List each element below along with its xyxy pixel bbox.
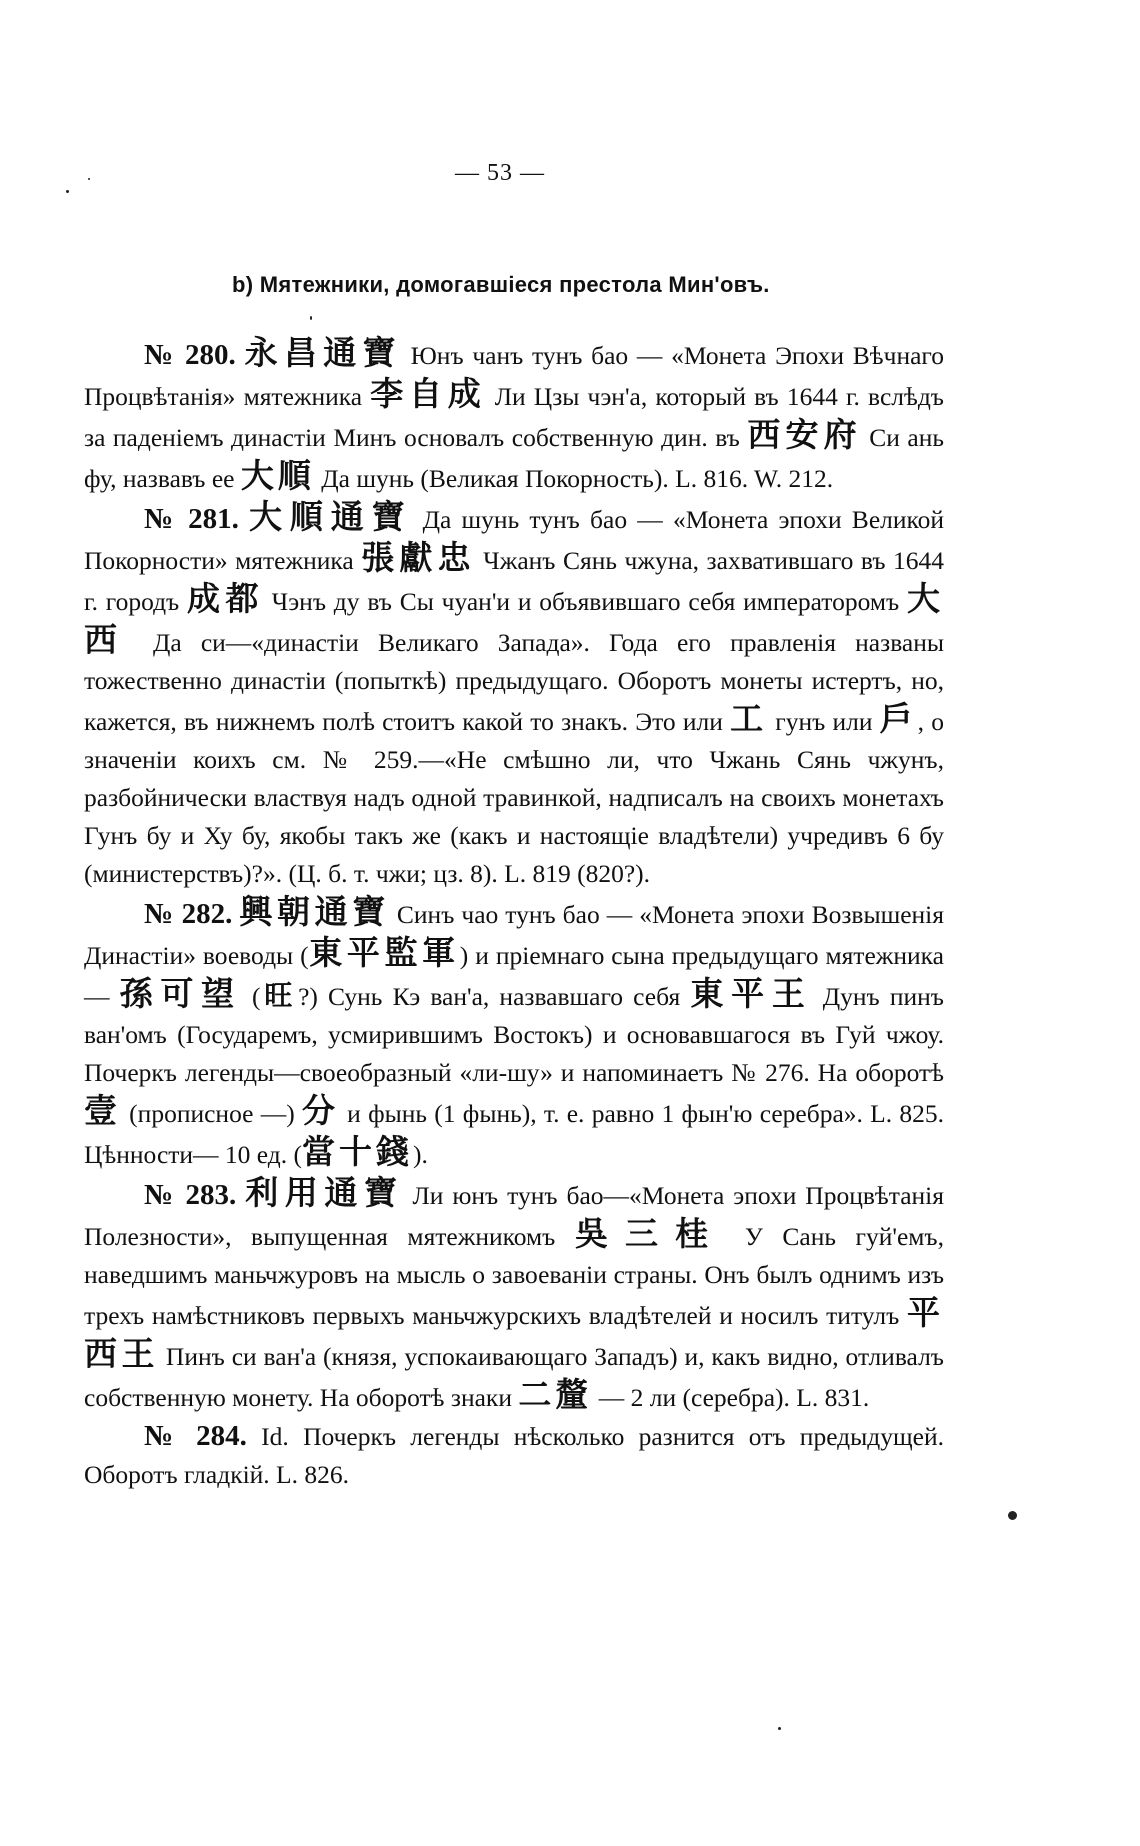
scan-speck [778,1727,781,1730]
entry-number: № 280. [144,339,236,371]
reverse-mark-chars: 壹 [84,1091,122,1130]
entry-text: ?) Сунь Кэ ван'а, назвавшаго себя [298,982,691,1011]
title-chars: 東平監軍 [308,933,460,972]
entry-text: (прописное —) [121,1099,302,1128]
city-name-chars: 西安府 [747,415,862,454]
entry-text: Дунъ пинъ ван'омъ (Государемъ, усмирившимъ Востокъ) и основавшагося въ Гуй чжоу. Почеркъ легенды—своеобразный «ли-шу» и напоминаетъ № 276. На оборотѣ [84,982,944,1087]
entry-284 [84,1417,944,1494]
entry-text: Ли юнъ тунъ бао—«Монета эпохи Процвѣтанія Полезности», выпущенная мятежникомъ [84,1181,944,1251]
entry-number: № 284. [144,1420,247,1452]
entry-text: Id. Почеркъ легенды нѣсколько разнится отъ предыдущей. Оборотъ гладкій. L. 826. [84,1422,944,1489]
entry-text: Чжанъ Сянь чжуна, захватившаго въ 1644 г. городъ [84,546,945,616]
coin-legend-chars: 利用通寶 [245,1173,404,1212]
entry-text: ( [241,982,261,1011]
dynasty-name-chars: 大西 [84,579,944,659]
page-number: — 53 — [455,160,545,186]
entry-text: Да шунь (Великая Покорность). L. 816. W. 212. [314,464,834,493]
value-chars: 當十錢 [302,1132,413,1171]
coin-legend-chars: 永昌通寶 [244,333,402,372]
rebel-name-chars: 張獻忠 [361,538,476,577]
entry-280 [84,334,944,498]
entry-text: Да шунь тунъ бао — «Монета эпохи Великой Покорности» мятежника [84,505,944,575]
dynasty-name-chars: 大順 [240,456,315,495]
entry-text: Да си—«династіи Великаго Запада». Года его правленія названы тожественно династіи (попыткѣ) предыдущаго. Оборотъ монеты истертъ, но, кажется, въ нижнемъ полѣ стоитъ какой то знакъ. Это или [84,628,945,736]
entry-text: Ли Цзы чэн'а, который въ 1644 г. вслѣдъ за паденіемъ династіи Минъ основалъ собственную дин. въ [84,382,944,452]
entry-text: ). [413,1140,428,1169]
reverse-mark-chars: 工 [730,699,769,738]
entry-282 [84,893,944,1174]
entry-text: Пинъ си ван'а (князя, успокаивающаго Западъ) и, какъ видно, отливалъ собственную монету. На оборотѣ знаки [84,1342,944,1412]
reverse-mark-chars: 二釐 [518,1375,593,1414]
scan-speck [1008,1511,1017,1520]
city-name-chars: 成都 [187,579,264,618]
entry-text: Си ань фу, назвавъ ее [84,423,945,493]
entry-text: гунъ или [768,707,880,736]
entry-text: Синъ чао тунъ бао — «Монета эпохи Возвышенія Династіи» воеводы ( [84,900,944,970]
rebel-name-chars: 吳三桂 [574,1214,726,1253]
rebel-name-chars: 李自成 [370,374,487,413]
coin-legend-chars: 大順通寶 [249,497,413,536]
entry-number: № 282. [144,898,233,930]
entry-text: — 2 ли (серебра). L. 831. [592,1383,870,1412]
entry-text: , о значеніи коихъ см. № 259.—«Не смѣшно ли, что Чжань Сянь чжунъ, разбойнически властвуя надъ одной травинкой, надписалъ на своихъ монетахъ Гунъ бу и Ху бу, якобы такъ же (какъ и настоящіе владѣтели) учредивъ 6 бу (министерствъ)?». (Ц. б. т. чжи; цз. 8). L. 819 (820?). [84,707,945,888]
scan-speck [88,178,90,180]
coin-legend-chars: 興朝通寶 [239,892,390,931]
entry-text: и фынь (1 фынь), т. е. равно 1 фын'ю серебра». L. 825. Цѣнности— 10 ед. ( [84,1099,945,1169]
entry-text: Чэнъ ду въ Сы чуан'и и объявившаго себя императоромъ [263,587,907,616]
entry-number: № 283. [144,1179,237,1211]
title-chars: 平西王 [84,1293,944,1373]
self-title-chars: 東平王 [690,974,813,1013]
page-body [84,334,944,1494]
reverse-mark-chars: 分 [301,1091,340,1130]
section-heading: b) Мятежники, домогавшіеся престола Мин'овъ. [232,272,770,297]
entry-283 [84,1174,944,1417]
variant-char: 旺 [260,979,299,1012]
scan-speck [66,190,69,193]
entry-281 [84,498,944,893]
scan-speck [310,316,312,320]
reverse-mark-chars: 戶 [879,699,918,738]
entry-text: ) и пріемнаго сына предыдущаго мятежника — [84,941,945,1011]
entry-text: У Сань гуй'емъ, наведшимъ маньчжуровъ на мысль о завоеваніи страны. Онъ былъ однимъ изъ трехъ намѣстниковъ первыхъ маньчжурскихъ владѣтелей и носилъ титулъ [84,1222,944,1330]
entry-text: Юнъ чанъ тунъ бао — «Монета Эпохи Вѣчнаго Процвѣтанія» мятежника [84,341,944,411]
entry-number: № 281. [144,503,239,535]
rebel-name-chars: 孫可望 [119,974,242,1013]
